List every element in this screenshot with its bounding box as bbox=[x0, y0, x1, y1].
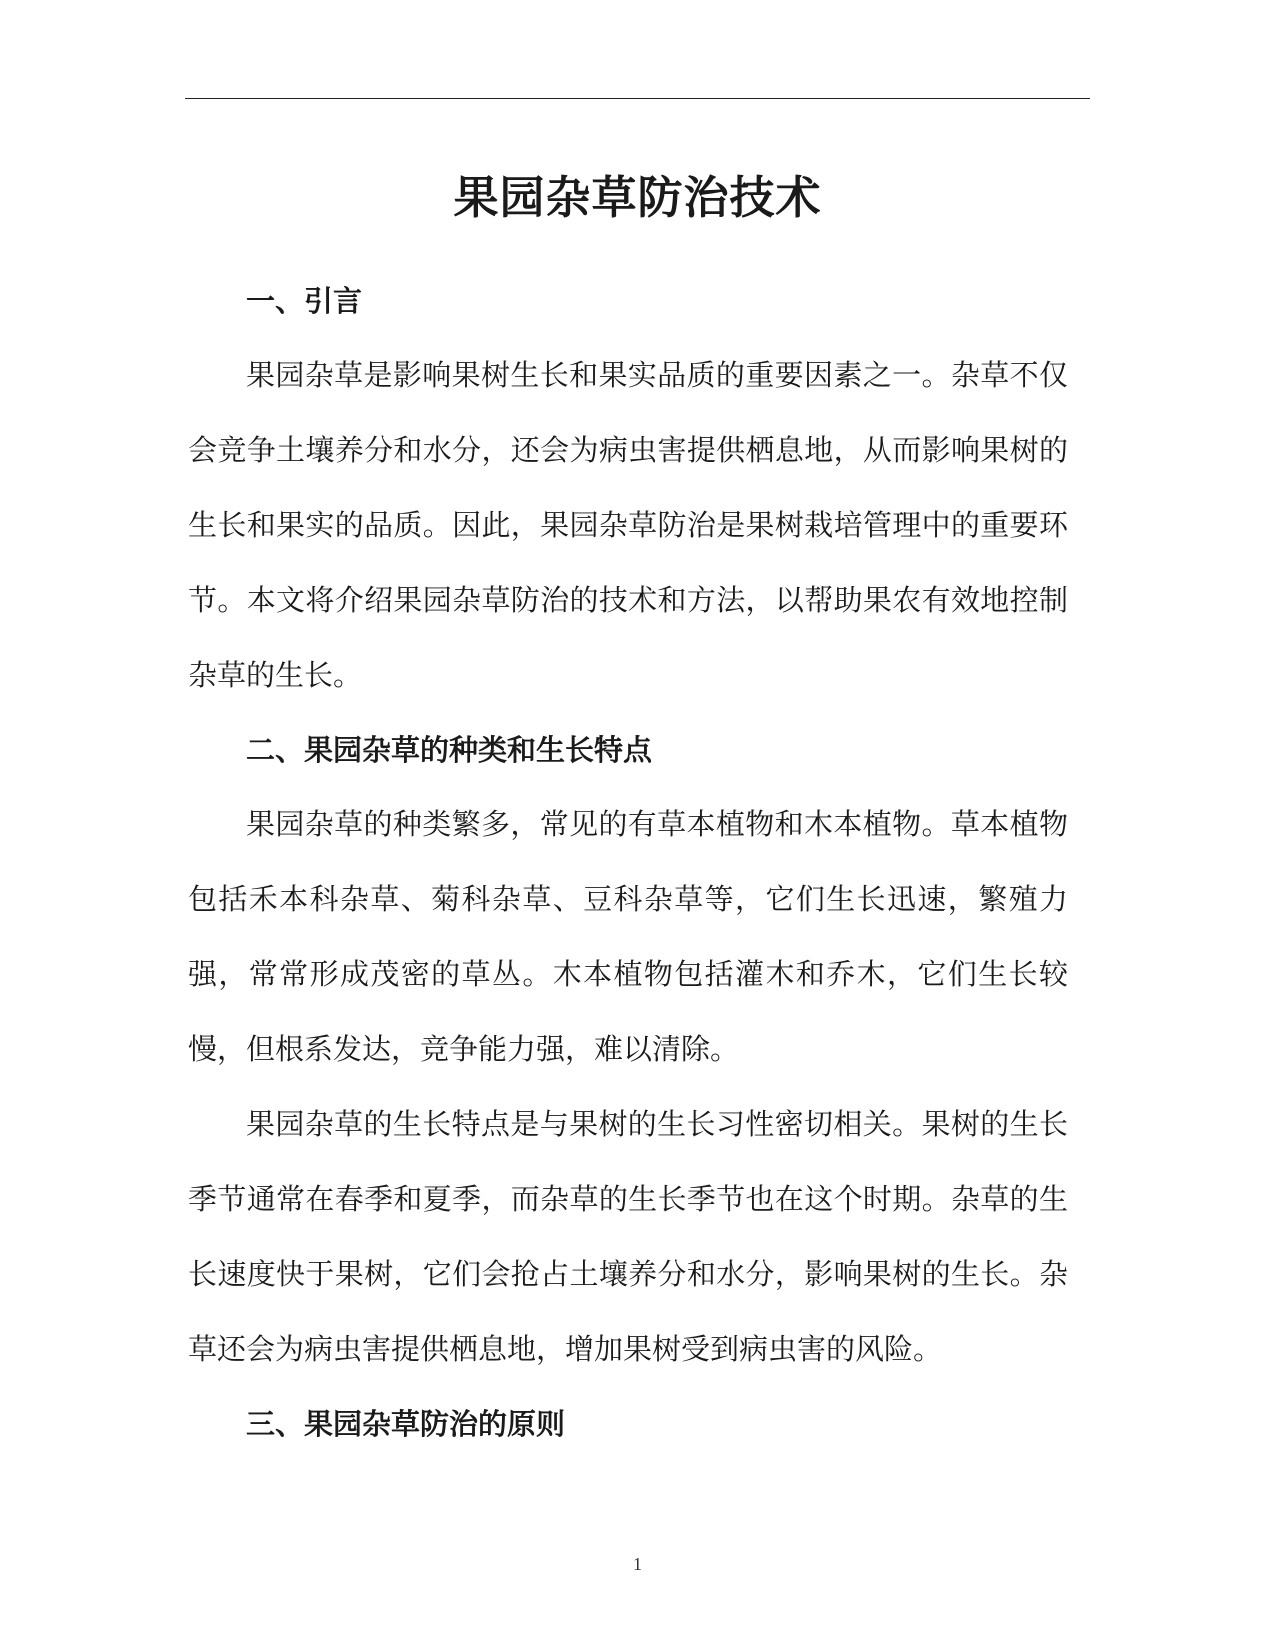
section-heading-weed-types: 二、果园杂草的种类和生长特点 bbox=[246, 733, 653, 767]
paragraph: 果园杂草的种类繁多，常见的有草本植物和木本植物。草本植物包括禾本科杂草、菊科杂草、豆科杂草等，它们生长迅速，繁殖力强，常常形成茂密的草丛。木本植物包括灌木和乔木，它们生长较慢，但根系发达，竞争能力强，难以清除。 bbox=[188, 807, 1068, 1066]
header-rule bbox=[185, 98, 1090, 99]
page-number: 1 bbox=[633, 1554, 642, 1574]
document-body bbox=[188, 264, 1068, 1461]
section-heading-introduction: 一、引言 bbox=[246, 284, 363, 318]
section-heading-principles: 三、果园杂草防治的原则 bbox=[246, 1407, 566, 1441]
paragraph: 果园杂草的生长特点是与果树的生长习性密切相关。果树的生长季节通常在春季和夏季，而杂草的生长季节也在这个时期。杂草的生长速度快于果树，它们会抢占土壤养分和水分，影响果树的生长。杂草还会为病虫害提供栖息地，增加果树受到病虫害的风险。 bbox=[188, 1107, 1068, 1366]
paragraph: 果园杂草是影响果树生长和果实品质的重要因素之一。杂草不仅会竞争土壤养分和水分，还会为病虫害提供栖息地，从而影响果树的生长和果实的品质。因此，果园杂草防治是果树栽培管理中的重要环节。本文将介绍果园杂草防治的技术和方法，以帮助果农有效地控制杂草的生长。 bbox=[188, 358, 1068, 692]
document-title: 果园杂草防治技术 bbox=[453, 171, 822, 224]
